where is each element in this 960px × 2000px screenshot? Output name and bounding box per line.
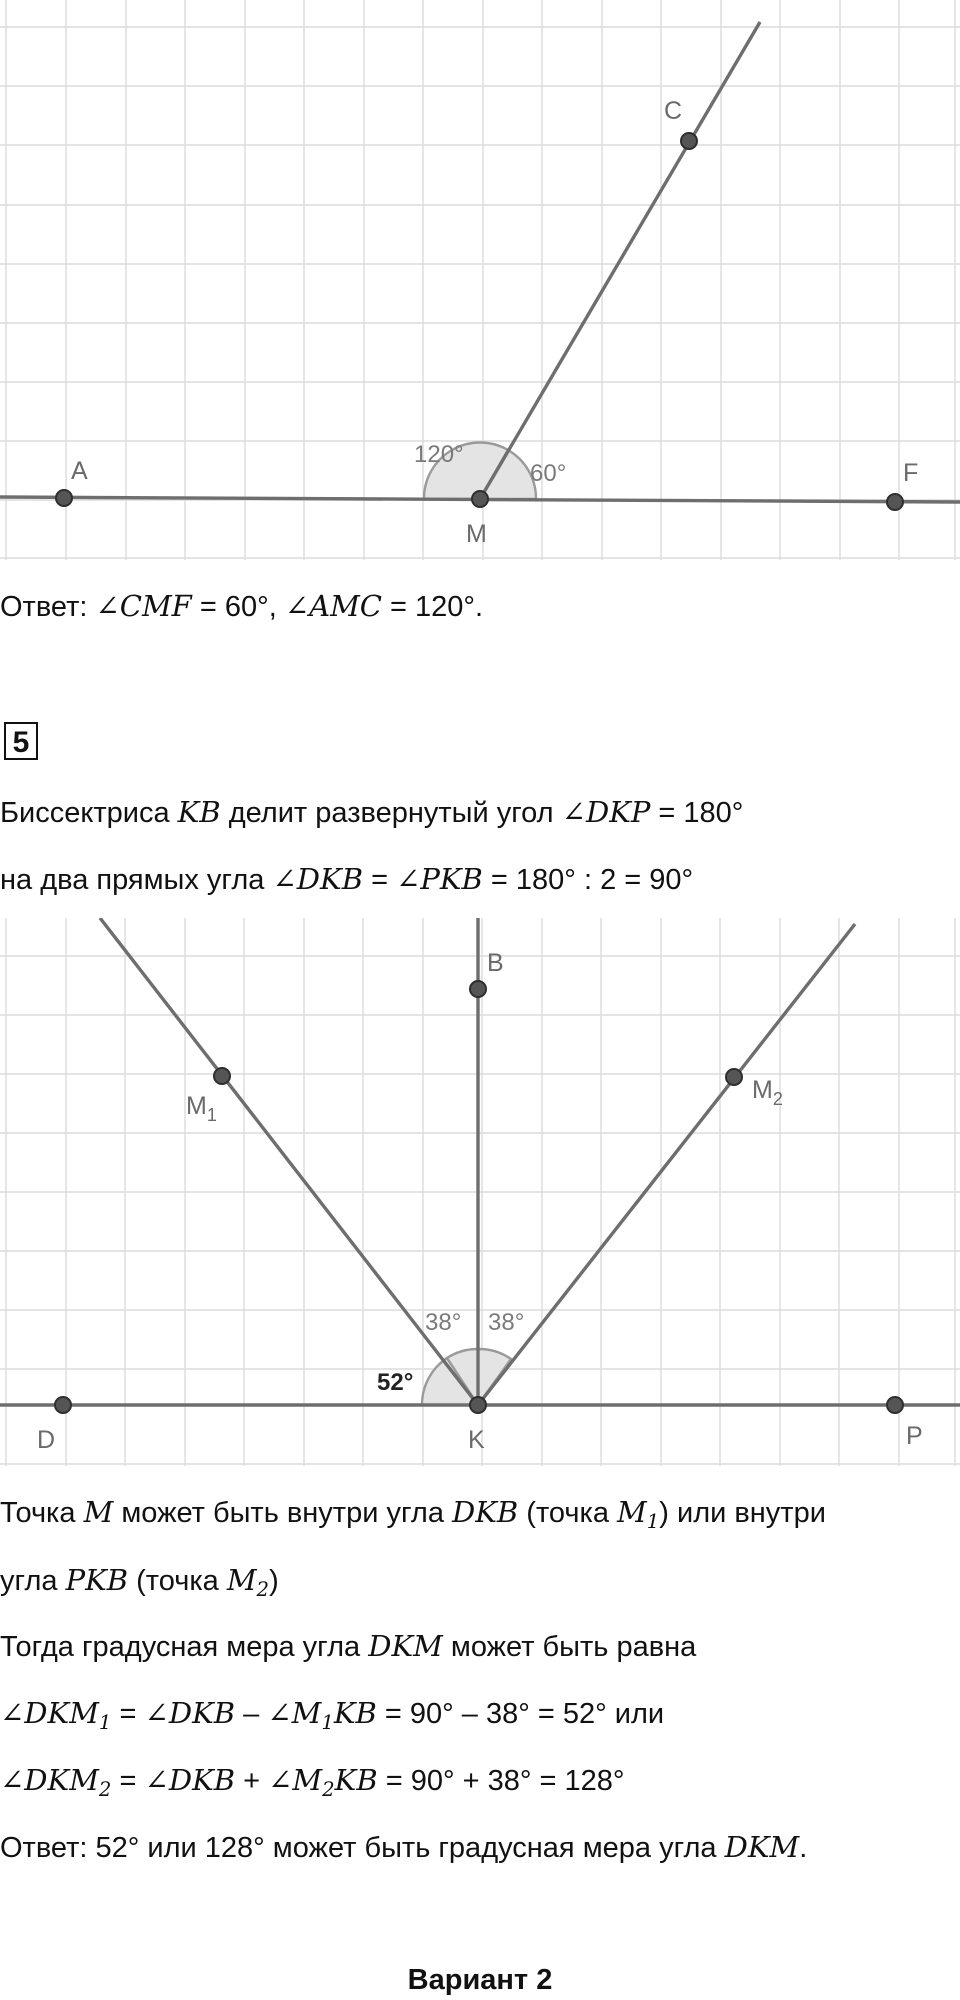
text-fragment: может быть равна: [442, 1631, 697, 1663]
math-angle-dkm2-subscript: 2: [98, 1777, 112, 1801]
angle-figure-1: [0, 0, 960, 565]
ray-mc: [480, 22, 760, 499]
answer-1-val-2: = 120°.: [381, 591, 484, 623]
math-angle-m2kb-subscript: 2: [322, 1777, 335, 1801]
math-angle-m2kb-tail: KB: [334, 1763, 378, 1797]
label-f: F: [903, 459, 919, 487]
task-number-badge: 5: [4, 722, 38, 760]
task-5-text-2: [0, 1562, 279, 1608]
text-fragment: –: [235, 1698, 268, 1730]
answer-1-prefix: Ответ:: [0, 591, 96, 623]
math-angle-m1kb-main: ∠M: [267, 1696, 322, 1730]
label-m1: [186, 1092, 217, 1125]
point-b: [470, 981, 486, 997]
math-angle-m2kb-main: ∠M: [268, 1763, 323, 1797]
math-angle-pkb: ∠PKB: [396, 862, 483, 896]
point-p: [887, 1397, 903, 1413]
math-m2-letter: M: [226, 1563, 257, 1597]
point-f: [887, 494, 903, 510]
math-m2-subscript: 2: [256, 1577, 270, 1601]
math-kb: KB: [177, 795, 221, 829]
label-m2-letter: M: [752, 1076, 773, 1104]
math-angle-dkp: ∠DKP: [561, 795, 651, 829]
math-angle-dkb: ∠DKB: [144, 1763, 236, 1797]
label-c: C: [664, 97, 683, 125]
answer-2: [0, 1829, 807, 1866]
point-c: [681, 133, 697, 149]
formula-dkm1: [0, 1695, 664, 1741]
text-fragment: ): [269, 1565, 279, 1597]
task-5-text-3: [0, 1628, 696, 1665]
task-5-text-1: [0, 1494, 826, 1540]
text-fragment: может быть внутри угла: [113, 1497, 453, 1529]
label-d: D: [37, 1426, 56, 1454]
angle-label-m1kb: 38°: [425, 1309, 462, 1336]
point-m1: [214, 1068, 230, 1084]
text-fragment: Ответ: 52° или 128° может быть градусная мера угла: [0, 1832, 725, 1864]
math-angle-m1kb-tail: KB: [333, 1696, 377, 1730]
math-m: M: [83, 1495, 114, 1529]
point-m2: [726, 1069, 742, 1085]
math-angle-m2kb: [268, 1763, 378, 1801]
math-angle-dkm1-subscript: 1: [98, 1710, 112, 1734]
label-m1-letter: M: [186, 1092, 207, 1120]
text-fragment: (точка: [128, 1565, 227, 1597]
text-fragment: Тогда градусная мера угла: [0, 1631, 369, 1663]
text-fragment: (точка: [518, 1497, 618, 1529]
math-dkb: DKB: [452, 1495, 519, 1529]
point-a: [56, 490, 72, 506]
text-fragment: делит развернутый угол: [220, 797, 562, 829]
answer-1: [0, 588, 483, 625]
angle-label-cmf: 60°: [530, 460, 567, 487]
angle-label-dkm1: 52°: [377, 1369, 414, 1396]
text-fragment: =: [111, 1698, 145, 1730]
text-fragment: = 180° : 2 = 90°: [482, 864, 694, 896]
formula-dkm2: [0, 1762, 625, 1808]
text-fragment: .: [799, 1832, 808, 1864]
point-m: [472, 491, 488, 507]
label-m2: [752, 1076, 783, 1109]
math-pkb: PKB: [65, 1563, 129, 1597]
math-m1-subscript: 1: [646, 1509, 660, 1533]
text-fragment: = 90° – 38° = 52° или: [376, 1698, 665, 1730]
label-m1-subscript: 1: [206, 1105, 217, 1125]
task-5-line-1: [0, 794, 743, 831]
point-k: [470, 1397, 486, 1413]
math-angle-dkm1-main: ∠DKM: [0, 1696, 99, 1730]
answer-1-val-1: = 60°,: [191, 591, 285, 623]
angle-figure-2: [0, 918, 960, 1473]
angle-label-bkm2: 38°: [488, 1309, 525, 1336]
math-m2: [226, 1563, 270, 1601]
math-angle-dkm1: [0, 1696, 112, 1734]
math-angle-dkb: ∠DKB: [272, 862, 364, 896]
text-fragment: Точка: [0, 1497, 84, 1529]
math-m1-letter: M: [617, 1495, 647, 1529]
point-d: [55, 1397, 71, 1413]
math-angle-dkm2-main: ∠DKM: [0, 1763, 99, 1797]
ray-km2: [478, 924, 855, 1405]
label-m2-subscript: 2: [772, 1089, 783, 1109]
math-angle-dkb: ∠DKB: [144, 1696, 236, 1730]
answer-1-angle-cmf: ∠CMF: [95, 589, 192, 623]
math-m1: [617, 1495, 660, 1533]
label-p: P: [906, 1422, 923, 1450]
angle-label-amc: 120°: [414, 441, 464, 468]
label-k: K: [468, 1426, 485, 1454]
math-angle-dkm2: [0, 1763, 112, 1801]
text-fragment: угла: [0, 1565, 66, 1597]
math-angle-m1kb: [267, 1696, 377, 1734]
label-m: M: [466, 520, 487, 548]
text-fragment: на два прямых угла: [0, 864, 273, 896]
answer-1-angle-amc: ∠AMC: [284, 589, 382, 623]
text-fragment: ) или внутри: [659, 1497, 826, 1529]
math-angle-m1kb-subscript: 1: [321, 1710, 334, 1734]
text-fragment: = 90° + 38° = 128°: [377, 1765, 625, 1797]
text-fragment: = 180°: [650, 797, 744, 829]
math-dkm: DKM: [368, 1629, 443, 1663]
math-dkm: DKM: [724, 1830, 800, 1864]
text-fragment: =: [363, 864, 397, 896]
task-5-line-2: [0, 861, 693, 898]
text-fragment: =: [111, 1765, 145, 1797]
variant-heading: Вариант 2: [407, 1964, 553, 1996]
text-fragment: Биссектриса: [0, 797, 178, 829]
label-a: A: [71, 457, 88, 485]
text-fragment: +: [235, 1765, 269, 1797]
label-b: B: [487, 949, 504, 977]
ray-km1: [100, 918, 478, 1405]
